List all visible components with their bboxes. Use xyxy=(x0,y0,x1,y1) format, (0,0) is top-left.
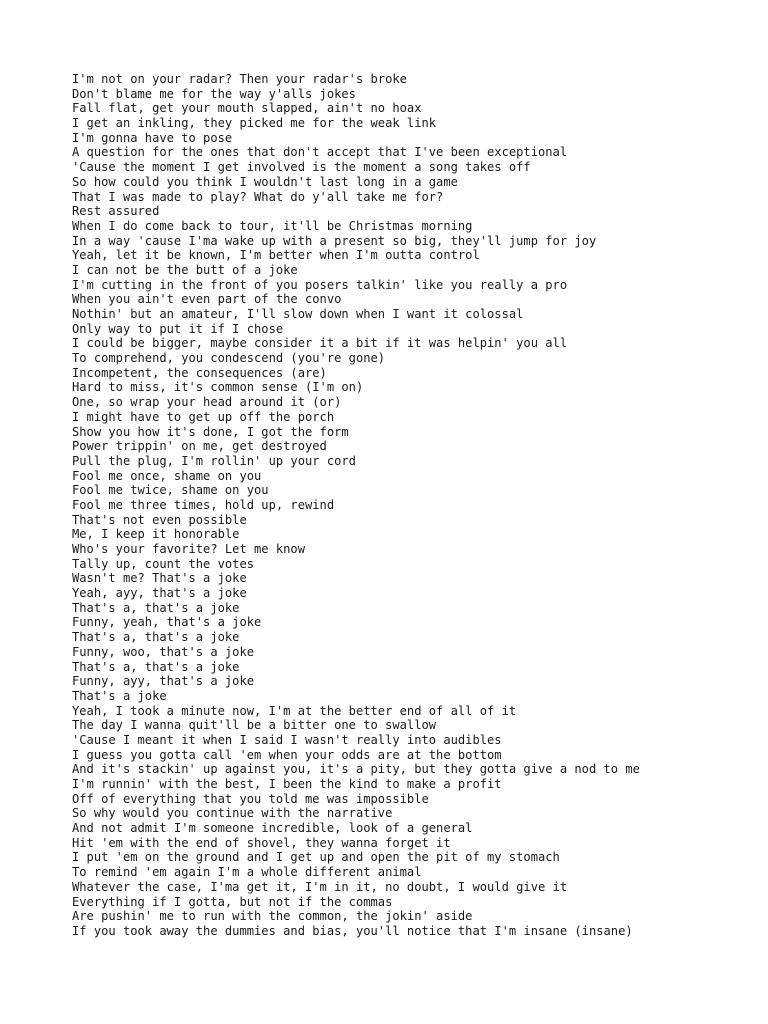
lyric-line: Incompetent, the consequences (are) xyxy=(72,365,327,380)
lyric-line: Yeah, I took a minute now, I'm at the better end of all of it xyxy=(72,703,517,718)
lyric-line: So how could you think I wouldn't last long in a game xyxy=(72,174,458,189)
lyric-line: I'm runnin' with the best, I been the kind to make a profit xyxy=(72,777,502,791)
lyric-line: Yeah, ayy, that's a joke xyxy=(72,586,247,601)
lyric-line: Everything if I gotta, but not if the commas xyxy=(72,894,393,909)
lyric-line: That I was made to play? What do y'all take me for? xyxy=(72,189,444,204)
lyrics-text-block xyxy=(72,72,640,939)
lyric-line: 'Cause I meant it when I said I wasn't really into audibles xyxy=(72,732,502,747)
lyric-line: Rest assured xyxy=(72,204,160,219)
lyric-line: Me, I keep it honorable xyxy=(72,527,240,542)
lyric-line: And it's stackin' up against you, it's a pity, but they gotta give a nod to me xyxy=(72,762,640,777)
lyric-line: I could be bigger, maybe consider it a bit if it was helpin' you all xyxy=(72,336,568,351)
lyric-line: Tally up, count the votes xyxy=(72,556,255,571)
lyric-line: When you ain't even part of the convo xyxy=(72,292,342,307)
lyric-line: Fool me once, shame on you xyxy=(72,468,262,483)
lyric-line: Only way to put it if I chose xyxy=(72,321,284,336)
lyric-line: Yeah, let it be known, I'm better when I'm outta control xyxy=(72,248,480,263)
lyric-line: In a way 'cause I'ma wake up with a present so big, they'll jump for joy xyxy=(72,233,597,248)
lyric-line: Don't blame me for the way y'alls jokes xyxy=(72,86,356,101)
lyric-line: Funny, woo, that's a joke xyxy=(72,644,255,659)
lyric-line: And not admit I'm someone incredible, look of a general xyxy=(72,821,473,836)
lyric-line: Fool me twice, shame on you xyxy=(72,483,269,498)
lyric-line: That's a, that's a joke xyxy=(72,630,240,645)
lyric-line: Who's your favorite? Let me know xyxy=(72,542,305,556)
lyric-line: So why would you continue with the narrative xyxy=(72,806,393,821)
lyric-line: I'm gonna have to pose xyxy=(72,130,233,145)
lyric-line: I put 'em on the ground and I get up and open the pit of my stomach xyxy=(72,850,560,865)
lyric-line: That's a, that's a joke xyxy=(72,600,240,615)
lyric-line: To comprehend, you condescend (you're gone) xyxy=(72,351,386,366)
lyric-line: I get an inkling, they picked me for the weak link xyxy=(72,116,437,131)
lyric-line: To remind 'em again I'm a whole different animal xyxy=(72,865,422,880)
lyric-line: Fool me three times, hold up, rewind xyxy=(72,497,335,512)
lyric-line: One, so wrap your head around it (or) xyxy=(72,395,342,410)
lyric-line: Fall flat, get your mouth slapped, ain't no hoax xyxy=(72,101,422,116)
lyric-line: That's a, that's a joke xyxy=(72,659,240,674)
lyric-line: Are pushin' me to run with the common, the jokin' aside xyxy=(72,909,473,924)
lyric-line: When I do come back to tour, it'll be Christmas morning xyxy=(72,218,473,233)
lyric-line: I can not be the butt of a joke xyxy=(72,262,298,277)
lyric-line: I guess you gotta call 'em when your odds are at the bottom xyxy=(72,747,502,762)
lyric-line: Funny, yeah, that's a joke xyxy=(72,615,262,630)
lyric-line: Off of everything that you told me was impossible xyxy=(72,791,429,806)
lyric-line: Nothin' but an amateur, I'll slow down when I want it colossal xyxy=(72,307,524,321)
lyric-line: Funny, ayy, that's a joke xyxy=(72,674,255,689)
lyric-line: That's not even possible xyxy=(72,512,247,527)
lyric-line: Power trippin' on me, get destroyed xyxy=(72,439,327,454)
lyric-line: 'Cause the moment I get involved is the moment a song takes off xyxy=(72,160,531,175)
lyric-line: If you took away the dummies and bias, you'll notice that I'm insane (insane) xyxy=(72,923,633,938)
lyric-line: A question for the ones that don't accept that I've been exceptional xyxy=(72,145,568,160)
lyric-line: I'm cutting in the front of you posers talkin' like you really a pro xyxy=(72,277,568,292)
lyric-line: I might have to get up off the porch xyxy=(72,409,335,424)
lyric-line: That's a joke xyxy=(72,688,167,703)
lyric-line: Hit 'em with the end of shovel, they wanna forget it xyxy=(72,835,451,850)
lyric-line: Whatever the case, I'ma get it, I'm in it, no doubt, I would give it xyxy=(72,879,568,894)
lyric-line: Pull the plug, I'm rollin' up your cord xyxy=(72,453,356,468)
lyric-line: Wasn't me? That's a joke xyxy=(72,571,247,586)
lyric-line: I'm not on your radar? Then your radar's broke xyxy=(72,72,407,86)
lyric-line: The day I wanna quit'll be a bitter one to swallow xyxy=(72,718,437,733)
lyric-line: Hard to miss, it's common sense (I'm on) xyxy=(72,380,364,395)
lyric-line: Show you how it's done, I got the form xyxy=(72,424,349,439)
